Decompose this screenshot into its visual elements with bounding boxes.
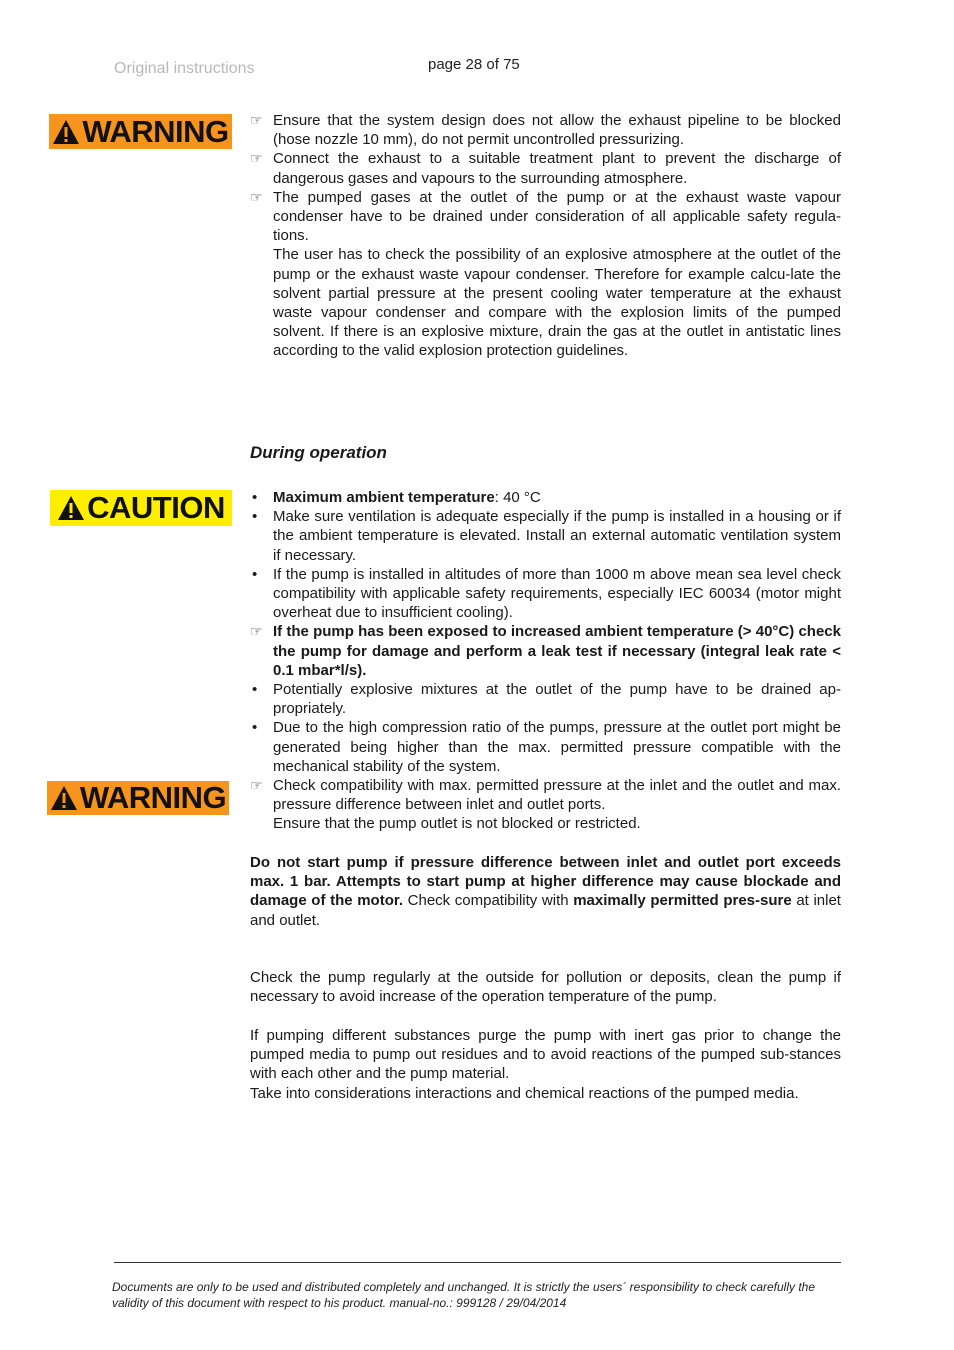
list-item-text: The pumped gases at the outlet of the pump or at the exhaust waste vapour condenser have to be drained under consideration of all applicable safety regula-tions. — [273, 188, 841, 245]
section-heading: During operation — [250, 443, 387, 462]
list-item — [250, 622, 841, 680]
check-paragraph: Check the pump regularly at the outside for pollution or deposits, clean the pump if necessary to avoid increase of the operation temperature of the pump. — [250, 969, 841, 1006]
pressure-text-2: at inlet and outlet. — [250, 892, 841, 929]
bullet: • — [252, 489, 258, 506]
list-item — [250, 488, 841, 507]
footer-disclaimer: Documents are only to be used and distributed completely and unchanged. It is strictly the users´ responsibility to check carefully the validity of this document with respect to his product. manual-no.: 999128 / 29/04/2014 — [112, 1280, 816, 1310]
warning-triangle-icon — [50, 785, 78, 811]
interactions-paragraph: Take into considerations interactions and chemical reactions of the pumped media. — [250, 1085, 799, 1102]
list-item — [250, 776, 841, 814]
list-item — [250, 718, 841, 776]
list-item — [250, 565, 841, 623]
warning-sign — [47, 781, 229, 815]
document-label: Original instructions — [114, 60, 255, 77]
pointing-hand-icon: ☞ — [250, 112, 263, 128]
warning-triangle-icon — [52, 119, 80, 145]
caution-sign — [50, 490, 232, 526]
warning-sign-text: WARNING — [82, 113, 229, 149]
list-note-text: Ensure that the pump outlet is not blocked or restricted. — [273, 815, 641, 833]
list-note — [250, 814, 841, 833]
operation-list — [250, 488, 841, 834]
list-item-text: If the pump has been exposed to increased ambient temperature (> 40°C) check the pump for damage and perform a leak test if necessary (integral leak rate < 0.1 mbar*l/s). — [273, 623, 841, 679]
pointing-hand-icon: ☞ — [250, 188, 263, 205]
footer-divider — [114, 1262, 841, 1263]
list-item-text: Check compatibility with max. permitted pressure at the inlet and the outlet and max. pressure difference between inlet and outlet ports. — [273, 777, 841, 814]
caution-sign-text: CAUTION — [87, 490, 225, 525]
warning-triangle-icon — [57, 495, 85, 521]
bullet: • — [252, 508, 258, 526]
warning-sign — [49, 114, 232, 149]
list-item-text: Ensure that the system design does not allow the exhaust pipeline to be blocked (hose nozzle 10 mm), do not permit uncontrolled pressurizing. — [273, 112, 841, 149]
list-item — [250, 680, 841, 718]
bullet: • — [252, 565, 258, 583]
list-item-text: If the pump is installed in altitudes of more than 1000 m above mean sea level check compatibility with applicable safety requirements, especially IEC 60034 (motor might overheat due to insufficient cooling). — [273, 565, 841, 622]
pointing-hand-icon: ☞ — [250, 150, 263, 167]
list-note — [250, 245, 841, 360]
pressure-text-1: Check compatibility with — [403, 892, 574, 910]
purge-paragraph: If pumping different substances purge the pump with inert gas prior to change the pumped media to pump out residues and to avoid reactions of the pumped sub-stances with each other and the pump material. — [250, 1027, 841, 1083]
list-item — [250, 188, 841, 246]
list-item-label: Maximum ambient temperature — [273, 489, 495, 506]
list-item-text: Connect the exhaust to a suitable treatment plant to prevent the discharge of dangerous gases and vapours to the surrounding atmosphere. — [273, 150, 841, 187]
list-item-value: : 40 °C — [494, 489, 541, 506]
list-item — [250, 507, 841, 565]
pressure-paragraph — [250, 853, 841, 930]
list-item — [250, 149, 841, 187]
warning-sign-text: WARNING — [79, 780, 227, 815]
page-number: page 28 of 75 — [428, 56, 520, 73]
pressure-bold-1: Do not start pump if pressure difference between inlet and outlet port exceeds max. 1 bar. Attempts to start pump at higher difference may cause blockade and damage of the motor. — [250, 854, 841, 910]
bullet: • — [252, 681, 258, 699]
bullet: • — [252, 719, 258, 737]
list-note-text: The user has to check the possibility of an explosive atmosphere at the outlet of the pump or the exhaust waste vapour condenser. Therefore for example calcu-late the solvent partial pressure at the present cooling water temperature at the exhaust waste vapour condenser and compare with the explosion limits of the pumped solvent. If there is an explosive mixture, drain the gas at the outlet in antistatic lines according to the valid explosion protection guidelines. — [273, 246, 841, 360]
list-item — [250, 111, 841, 149]
list-item-text: Potentially explosive mixtures at the outlet of the pump have to be drained ap-propriately. — [273, 681, 841, 718]
warning-list — [250, 111, 841, 361]
list-item-text: Due to the high compression ratio of the pumps, pressure at the outlet port might be generated being higher than the max. permitted pressure compatible with the mechanical stability of the system. — [273, 719, 841, 775]
pressure-bold-2: maximally permitted pres-sure — [573, 892, 792, 910]
list-item-text: Make sure ventilation is adequate especially if the pump is installed in a housing or if the ambient temperature is elevated. Install an external automatic ventilation system if necessary. — [273, 508, 841, 564]
pointing-hand-icon: ☞ — [250, 623, 263, 640]
pointing-hand-icon: ☞ — [250, 777, 263, 794]
